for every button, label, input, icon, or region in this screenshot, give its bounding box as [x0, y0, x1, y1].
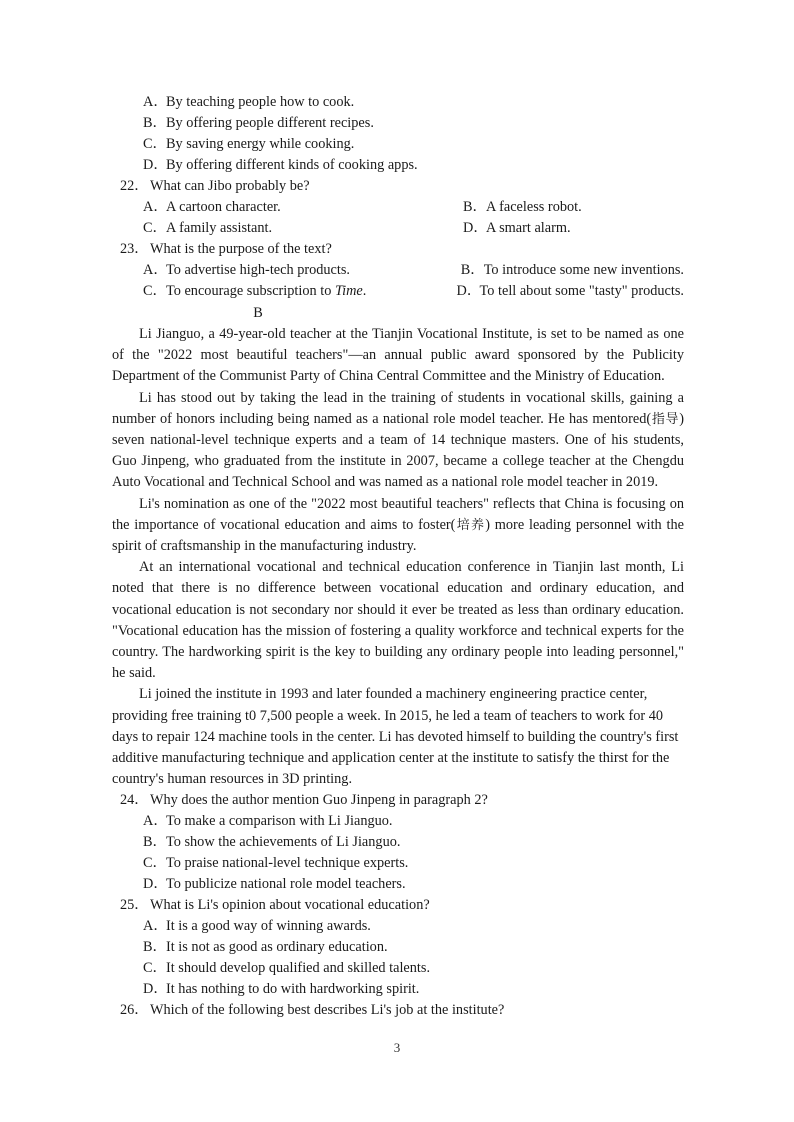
question-text: Which of the following best describes Li's job at the institute?: [150, 1002, 505, 1019]
option-c[interactable]: [112, 853, 684, 874]
option-a[interactable]: [112, 916, 684, 937]
option-row[interactable]: [112, 113, 684, 134]
option-row: [112, 218, 684, 239]
option-text: It should develop qualified and skilled talents.: [166, 960, 431, 977]
passage-paragraph: Li Jianguo, a 49-year-old teacher at the Tianjin Vocational Institute, is set to be named as one of the "2022 most beautiful teachers"—an annual public award sponsored by the Publicity Department of the Communist Party of China Central Committee and the Ministry of Education.: [112, 326, 684, 385]
option-c[interactable]: [112, 218, 463, 239]
option-row[interactable]: [112, 155, 684, 176]
question-stem-line: [112, 239, 684, 260]
option-text-pre: To encourage subscription to: [166, 283, 335, 299]
question-number: 24．: [120, 792, 149, 809]
option-row[interactable]: [112, 92, 684, 113]
option-letter: A．: [143, 262, 168, 278]
option-letter: B．: [460, 262, 485, 278]
option-letter: A．: [143, 199, 168, 215]
question-text: What is the purpose of the text?: [150, 241, 332, 257]
question-number: 23．: [120, 241, 149, 257]
section-letter: B: [253, 305, 263, 321]
option-letter: B．: [143, 939, 167, 956]
question-stem-line: [112, 176, 684, 197]
option-text-post: .: [362, 283, 367, 299]
option-b[interactable]: [461, 260, 684, 281]
question-text: What is Li's opinion about vocational education?: [150, 897, 430, 914]
question-stem-line: [112, 895, 684, 916]
option-d[interactable]: [112, 874, 684, 895]
paragraph-text-post: ) seven national-level technique experts and a team of 14 technique masters. One of his students, Guo Jinpeng, who graduated from the institute in 2007, became a college teacher at the Chengdu Auto Vocational and Technical School and was named as a national role model teacher in 2019.: [112, 410, 684, 491]
option-text-italic: Time: [334, 283, 363, 299]
option-row: [112, 281, 684, 302]
option-text: A smart alarm.: [486, 220, 571, 236]
passage-paragraph: At an international vocational and technical education conference in Tianjin last month, Li noted that there is no difference between vocational education and ordinary education, and vocational education is not secondary nor should it ever be treated as less than ordinary education. "Vocational education has the mission of fostering a quality workforce and technical experts for the country. The hardworking spirit is the key to building any ordinary people into leading personnel," he said.: [112, 559, 684, 682]
option-d[interactable]: [112, 979, 684, 1000]
option-a[interactable]: [112, 811, 684, 832]
option-text: To make a comparison with Li Jianguo.: [166, 813, 393, 830]
question-21-options: [112, 92, 684, 176]
option-letter: B．: [463, 199, 487, 215]
option-text: A faceless robot.: [486, 199, 582, 215]
option-text: [166, 281, 366, 302]
option-letter: D．: [143, 157, 168, 173]
option-letter: D．: [456, 283, 482, 299]
option-text: By teaching people how to cook.: [166, 94, 355, 110]
option-letter: C．: [143, 855, 167, 872]
question-24: [112, 790, 684, 895]
question-22: [112, 176, 684, 239]
page-content: [112, 92, 684, 1021]
option-d[interactable]: [457, 281, 684, 302]
option-text: By saving energy while cooking.: [166, 136, 355, 152]
option-c[interactable]: [112, 958, 684, 979]
reading-passage: [112, 324, 684, 790]
question-26: [112, 1000, 684, 1021]
question-stem-line: [112, 1000, 684, 1021]
option-text: To show the achievements of Li Jianguo.: [166, 834, 401, 851]
passage-paragraph: [112, 388, 684, 494]
paragraph-text-pre: Li has stood out by taking the lead in the training of students in vocational skills, gaining a number of honors including being named as a national role model teacher. He has mentored(: [112, 389, 684, 427]
chinese-gloss: 指导: [651, 411, 680, 427]
page-number: 3: [393, 1040, 401, 1055]
option-text: It is not as good as ordinary education.: [166, 939, 388, 956]
option-c[interactable]: [112, 281, 457, 302]
option-letter: B．: [143, 115, 167, 131]
question-23: [112, 239, 684, 302]
passage-paragraph: Li joined the institute in 1993 and later founded a machinery engineering practice center, providing free training t0 7,500 people a week. In 2015, he led a team of teachers to work for 40 days to repair 124 machine tools in the center. Li has devoted himself to building the country's first additive manufacturing technique and application center at the institute to satisfy the thirst for the country's human resources in 3D printing.: [112, 686, 679, 788]
option-text: A cartoon character.: [166, 199, 281, 215]
option-text: It has nothing to do with hardworking spirit.: [166, 981, 420, 998]
option-row[interactable]: [112, 134, 684, 155]
question-25: [112, 895, 684, 1000]
option-text: To publicize national role model teachers.: [166, 876, 406, 893]
paragraph-text-pre: Li's nomination as one of the "2022 most beautiful teachers" reflects that China is focusing on the importance of vocational education and aims to foster(: [112, 495, 684, 533]
question-number: 25．: [120, 897, 149, 914]
option-a[interactable]: [112, 197, 463, 218]
option-letter: B．: [143, 834, 167, 851]
option-letter: A．: [143, 813, 168, 830]
option-letter: D．: [463, 220, 488, 236]
question-text: What can Jibo probably be?: [150, 178, 310, 194]
option-text: To praise national-level technique experts.: [166, 855, 409, 872]
option-text: To advertise high-tech products.: [166, 262, 351, 278]
option-text: To tell about some "tasty" products.: [479, 283, 684, 299]
question-stem-line: [112, 790, 684, 811]
question-text: Why does the author mention Guo Jinpeng in paragraph 2?: [150, 792, 488, 809]
option-row: [112, 260, 684, 281]
option-b[interactable]: [112, 937, 684, 958]
question-number: 22．: [120, 178, 149, 194]
option-text: By offering people different recipes.: [166, 115, 374, 131]
option-letter: C．: [143, 220, 167, 236]
passage-paragraph: [112, 494, 684, 558]
chinese-gloss: 培养: [455, 517, 486, 533]
option-text: To introduce some new inventions.: [483, 262, 684, 278]
question-number: 26．: [120, 1002, 149, 1019]
option-letter: C．: [143, 136, 167, 152]
option-text: It is a good way of winning awards.: [166, 918, 371, 935]
option-b[interactable]: [463, 197, 582, 218]
option-a[interactable]: [112, 260, 461, 281]
option-b[interactable]: [112, 832, 684, 853]
option-letter: D．: [143, 981, 168, 998]
option-letter: D．: [143, 876, 168, 893]
option-letter: C．: [143, 960, 167, 977]
paragraph-text-post: ) more leading personnel with the spirit of craftsmanship in the manufacturing industry.: [112, 516, 684, 555]
option-row: [112, 197, 684, 218]
option-letter: A．: [143, 94, 168, 110]
option-text: A family assistant.: [166, 220, 273, 236]
option-letter: C．: [143, 283, 167, 299]
option-d[interactable]: [463, 218, 571, 239]
option-text: By offering different kinds of cooking apps.: [166, 157, 418, 173]
option-letter: A．: [143, 918, 168, 935]
